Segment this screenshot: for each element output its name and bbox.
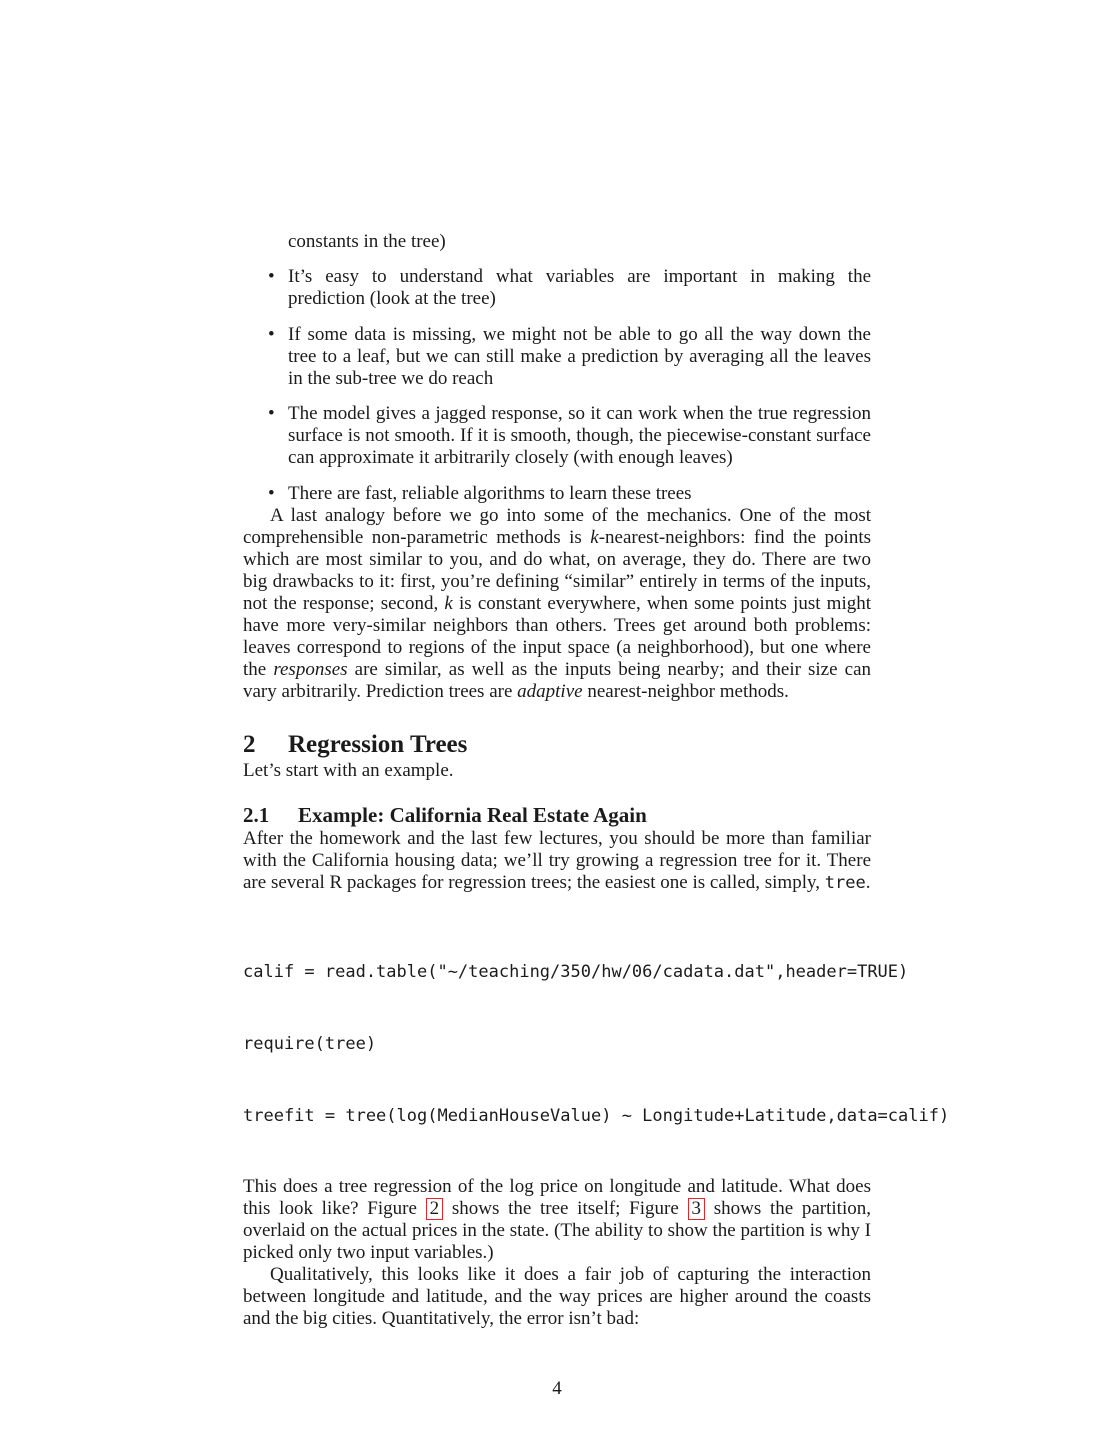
inline-code: tree [824,873,866,893]
bullet-text: It’s easy to understand what variables are important in making the prediction (look at the tree) [288,266,871,309]
text-run: are similar, as well as the inputs being nearby; and their size can vary arbitrarily. Prediction trees are [243,659,872,702]
code-block [243,912,950,1176]
list-item [243,324,871,390]
paragraph-example [243,828,871,894]
bullet-icon: • [268,403,275,424]
paragraph-qualitative: Qualitatively, this looks like it does a fair job of capturing the interaction between longitude and latitude, and the way prices are higher around the coasts and the big cities. Quantitatively, the error isn’t bad: [243,1264,871,1329]
figure-ref-link[interactable]: 3 [688,1198,706,1220]
emphasized-text: adaptive [517,681,583,702]
emphasized-text: responses [273,659,348,680]
subsection-heading [243,802,871,828]
paragraph-section-intro: Let’s start with an example. [243,760,454,781]
text-run: shows the partition, overlaid on the actual prices in the state. (The ability to show the partition is why I picked only two input variables.) [243,1198,871,1263]
subsection-title: Example: California Real Estate Again [298,803,647,827]
bullet-text: The model gives a jagged response, so it can work when the true regression surface is not smooth. If it is smooth, though, the piecewise-constant surface can approximate it arbitrarily closely (with enough leaves) [288,403,871,468]
section-number: 2 [243,731,256,758]
text-run: This does a tree regression of the log price on longitude and latitude. What does this look like? Figure [243,1176,871,1219]
text-run: A last analogy before we go into some of the mechanics. One of the most comprehensible non-parametric methods is [243,505,871,548]
code-line: treefit = tree(log(MedianHouseValue) ~ Longitude+Latitude,data=calif) [243,1106,950,1126]
section-heading [243,730,871,760]
text-run: is constant everywhere, when some points just might have more very-similar neighbors than others. Trees get around both problems: leaves correspond to regions of the input space (a neighborhood), but one where the [243,593,871,680]
bullet-icon: • [268,324,275,345]
paragraph-treefit [243,1176,871,1264]
bullet-text: There are fast, reliable algorithms to learn these trees [288,483,692,504]
list-item [243,266,871,310]
bullet-icon: • [268,266,275,287]
code-line: calif = read.table("~/teaching/350/hw/06/cadata.dat",header=TRUE) [243,962,909,982]
text-run: After the homework and the last few lectures, you should be more than familiar with the California housing data; we’ll try growing a regression tree for it. There are several R packages for regression trees; the easiest one is called, simply, [243,828,871,893]
paragraph-analogy [243,505,871,703]
list-item [243,483,871,505]
text-run: -nearest-neighbors: find the points which are most similar to you, and do what, on average, they do. There are two big drawbacks to it: first, you’re defining “similar” entirely in terms of the inputs, not the response; second, [243,527,872,614]
text-run: . [865,872,871,893]
bullet-icon: • [268,483,275,504]
subsection-number: 2.1 [243,803,270,827]
list-item [243,403,871,469]
bullet-list [243,266,871,505]
bullet-text: If some data is missing, we might not be able to go all the way down the tree to a leaf, but we can still make a prediction by averaging all the leaves in the sub-tree we do reach [288,324,871,389]
figure-ref-link[interactable]: 2 [426,1198,444,1220]
section-title: Regression Trees [288,731,468,758]
hanging-line: constants in the tree) [288,231,446,252]
code-line: require(tree) [243,1034,377,1054]
text-run: shows the tree itself; Figure [443,1198,688,1219]
page-number: 4 [552,1378,562,1399]
math-variable-k: k [590,527,599,548]
math-variable-k: k [444,593,453,614]
text-run: nearest-neighbor methods. [582,681,789,702]
document-page [243,231,950,1400]
